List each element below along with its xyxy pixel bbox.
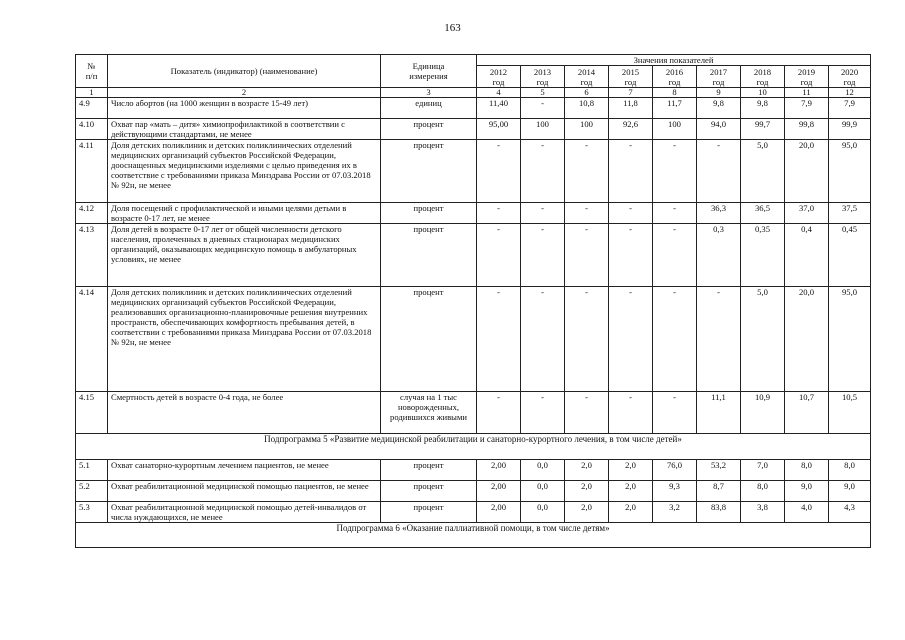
- column-index: 10: [741, 88, 785, 98]
- value-cell: 4,3: [829, 502, 871, 523]
- value-cell: -: [609, 224, 653, 287]
- column-index: 8: [653, 88, 697, 98]
- table-row: [76, 481, 871, 502]
- value-cell: 10,7: [785, 392, 829, 434]
- value-cell: 94,0: [697, 119, 741, 140]
- value-cell: -: [609, 140, 653, 203]
- value-cell: 2,0: [609, 460, 653, 481]
- header-unit: Единица измерения: [381, 55, 477, 88]
- value-cell: 8,0: [829, 460, 871, 481]
- value-cell: 0,3: [697, 224, 741, 287]
- indicator-name: Охват санаторно-курортным лечением пациентов, не менее: [108, 460, 381, 481]
- table-row: [76, 140, 871, 203]
- year-label: 2012: [489, 66, 508, 77]
- value-cell: 0,4: [785, 224, 829, 287]
- value-cell: 7,0: [741, 460, 785, 481]
- value-cell: -: [565, 224, 609, 287]
- value-cell: 9,8: [741, 98, 785, 119]
- header-num: № п/п: [76, 55, 108, 88]
- unit: процент: [381, 481, 477, 502]
- value-cell: 2,00: [477, 481, 521, 502]
- table-row: [76, 287, 871, 392]
- value-cell: 10,5: [829, 392, 871, 434]
- year-suffix: год: [712, 76, 725, 87]
- year-label: 2020: [840, 66, 859, 77]
- row-number: 5.1: [76, 460, 108, 481]
- indicator-name: Доля детских поликлиник и детских поликлинических отделений медицинских организаций субъектов Российской Федерации, дооснащенных медицинскими изделиями с целью приведения их в соответствие с требованиями приказа Минздрава России от 07.03.2018 № 92н, не менее: [108, 140, 381, 203]
- value-cell: 2,0: [609, 481, 653, 502]
- column-index: 4: [477, 88, 521, 98]
- value-cell: 0,0: [521, 460, 565, 481]
- unit: процент: [381, 502, 477, 523]
- value-cell: 0,45: [829, 224, 871, 287]
- value-cell: -: [653, 224, 697, 287]
- value-cell: 95,0: [829, 140, 871, 203]
- unit: единиц: [381, 98, 477, 119]
- value-cell: 2,00: [477, 460, 521, 481]
- value-cell: 99,9: [829, 119, 871, 140]
- year-label: 2014: [577, 66, 596, 77]
- year-suffix: год: [624, 76, 637, 87]
- column-index: 3: [381, 88, 477, 98]
- value-cell: 83,8: [697, 502, 741, 523]
- value-cell: 9,0: [829, 481, 871, 502]
- value-cell: -: [521, 392, 565, 434]
- year-header: [741, 66, 785, 88]
- year-suffix: год: [843, 76, 856, 87]
- unit: процент: [381, 224, 477, 287]
- value-cell: 92,6: [609, 119, 653, 140]
- year-label: 2019: [797, 66, 816, 77]
- value-cell: 9,0: [785, 481, 829, 502]
- row-number: 4.13: [76, 224, 108, 287]
- year-label: 2015: [621, 66, 640, 77]
- value-cell: 0,0: [521, 502, 565, 523]
- value-cell: 4,0: [785, 502, 829, 523]
- value-cell: 3,8: [741, 502, 785, 523]
- table-row: [76, 460, 871, 481]
- header-values: Значения показателей: [477, 55, 871, 66]
- year-suffix: год: [580, 76, 593, 87]
- subprogram-title: Подпрограмма 6 «Оказание паллиативной помощи, в том числе детям»: [76, 523, 871, 548]
- value-cell: -: [565, 392, 609, 434]
- value-cell: -: [477, 392, 521, 434]
- indicator-name: Доля детских поликлиник и детских поликлинических отделений медицинских организаций субъектов Российской Федерации, реализовавших организационно-планировочные решения внутренних пространств, обеспечивающих комфортность пребывания детей, в соответствии с требованиями приказа Минздрава России от 07.03.2018 № 92н, не менее: [108, 287, 381, 392]
- year-header: [565, 66, 609, 88]
- indicator-name: Число абортов (на 1000 женщин в возрасте 15-49 лет): [108, 98, 381, 119]
- value-cell: -: [653, 287, 697, 392]
- indicator-name: Доля детей в возрасте 0-17 лет от общей численности детского населения, пролеченных в дневных стационарах медицинских организаций, оказывающих медицинскую помощь в амбулаторных условиях, не менее: [108, 224, 381, 287]
- value-cell: 36,3: [697, 203, 741, 224]
- value-cell: 99,7: [741, 119, 785, 140]
- value-cell: -: [653, 392, 697, 434]
- year-header: [653, 66, 697, 88]
- year-suffix: год: [492, 76, 505, 87]
- year-label: 2018: [753, 66, 772, 77]
- value-cell: 9,3: [653, 481, 697, 502]
- table-row: [76, 119, 871, 140]
- indicator-name: Охват реабилитационной медицинской помощью детей-инвалидов от числа нуждающихся, не менее: [108, 502, 381, 523]
- value-cell: 11,7: [653, 98, 697, 119]
- subprogram-row: [76, 523, 871, 548]
- value-cell: -: [521, 140, 565, 203]
- value-cell: 2,0: [565, 460, 609, 481]
- value-cell: 99,8: [785, 119, 829, 140]
- value-cell: -: [521, 203, 565, 224]
- subprogram-title: Подпрограмма 5 «Развитие медицинской реабилитации и санаторно-курортного лечения, в том числе детей»: [76, 434, 871, 460]
- year-header: [697, 66, 741, 88]
- value-cell: -: [521, 287, 565, 392]
- unit: процент: [381, 287, 477, 392]
- value-cell: 2,00: [477, 502, 521, 523]
- row-number: 5.3: [76, 502, 108, 523]
- indicator-name: Охват пар «мать – дитя» химиопрофилактикой в соответствии с действующими стандартами, не менее: [108, 119, 381, 140]
- unit: процент: [381, 203, 477, 224]
- indicators-table: [75, 54, 871, 548]
- row-number: 4.14: [76, 287, 108, 392]
- year-label: 2013: [533, 66, 552, 77]
- value-cell: -: [565, 140, 609, 203]
- row-number: 4.12: [76, 203, 108, 224]
- table-row: [76, 98, 871, 119]
- column-index: 9: [697, 88, 741, 98]
- value-cell: 95,0: [829, 287, 871, 392]
- value-cell: -: [477, 224, 521, 287]
- value-cell: 8,0: [741, 481, 785, 502]
- year-header: [785, 66, 829, 88]
- row-number: 4.11: [76, 140, 108, 203]
- column-index: 12: [829, 88, 871, 98]
- year-header: [521, 66, 565, 88]
- value-cell: -: [477, 287, 521, 392]
- value-cell: 8,7: [697, 481, 741, 502]
- value-cell: 100: [565, 119, 609, 140]
- value-cell: -: [653, 203, 697, 224]
- value-cell: 3,2: [653, 502, 697, 523]
- value-cell: 100: [653, 119, 697, 140]
- value-cell: 76,0: [653, 460, 697, 481]
- value-cell: 100: [521, 119, 565, 140]
- value-cell: -: [653, 140, 697, 203]
- year-label: 2016: [665, 66, 684, 77]
- column-index: 2: [108, 88, 381, 98]
- value-cell: 9,8: [697, 98, 741, 119]
- row-number: 4.15: [76, 392, 108, 434]
- value-cell: -: [697, 140, 741, 203]
- value-cell: -: [477, 140, 521, 203]
- value-cell: 37,0: [785, 203, 829, 224]
- table-row: [76, 502, 871, 523]
- year-suffix: год: [756, 76, 769, 87]
- unit: процент: [381, 119, 477, 140]
- table-row: [76, 392, 871, 434]
- value-cell: -: [477, 203, 521, 224]
- table-row: [76, 224, 871, 287]
- unit: случая на 1 тыс новорожденных, родившихся живыми: [381, 392, 477, 434]
- year-label: 2017: [709, 66, 728, 77]
- page-number: 163: [444, 22, 461, 34]
- value-cell: 2,0: [565, 502, 609, 523]
- value-cell: -: [565, 203, 609, 224]
- value-cell: 37,5: [829, 203, 871, 224]
- value-cell: 11,1: [697, 392, 741, 434]
- value-cell: -: [521, 98, 565, 119]
- value-cell: 2,0: [565, 481, 609, 502]
- value-cell: 5,0: [741, 140, 785, 203]
- value-cell: -: [609, 392, 653, 434]
- year-suffix: год: [800, 76, 813, 87]
- value-cell: 20,0: [785, 287, 829, 392]
- value-cell: 36,5: [741, 203, 785, 224]
- indicator-name: Охват реабилитационной медицинской помощью пациентов, не менее: [108, 481, 381, 502]
- value-cell: 53,2: [697, 460, 741, 481]
- value-cell: 95,00: [477, 119, 521, 140]
- value-cell: 2,0: [609, 502, 653, 523]
- column-index: 11: [785, 88, 829, 98]
- value-cell: 10,9: [741, 392, 785, 434]
- value-cell: -: [609, 287, 653, 392]
- row-number: 4.9: [76, 98, 108, 119]
- subprogram-row: [76, 434, 871, 460]
- value-cell: -: [697, 287, 741, 392]
- value-cell: -: [521, 224, 565, 287]
- column-index: 6: [565, 88, 609, 98]
- header-indicator: Показатель (индикатор) (наименование): [108, 55, 381, 88]
- value-cell: 11,8: [609, 98, 653, 119]
- column-index: 7: [609, 88, 653, 98]
- value-cell: 7,9: [785, 98, 829, 119]
- value-cell: 20,0: [785, 140, 829, 203]
- indicator-name: Доля посещений с профилактической и иными целями детьми в возрасте 0-17 лет, не менее: [108, 203, 381, 224]
- value-cell: -: [565, 287, 609, 392]
- table-row: [76, 203, 871, 224]
- year-header: [829, 66, 871, 88]
- value-cell: 5,0: [741, 287, 785, 392]
- indicator-name: Смертность детей в возрасте 0-4 года, не более: [108, 392, 381, 434]
- value-cell: -: [609, 203, 653, 224]
- year-header: [477, 66, 521, 88]
- value-cell: 0,35: [741, 224, 785, 287]
- year-suffix: год: [536, 76, 549, 87]
- unit: процент: [381, 140, 477, 203]
- column-index: 1: [76, 88, 108, 98]
- unit: процент: [381, 460, 477, 481]
- value-cell: 0,0: [521, 481, 565, 502]
- value-cell: 8,0: [785, 460, 829, 481]
- row-number: 4.10: [76, 119, 108, 140]
- value-cell: 11,40: [477, 98, 521, 119]
- year-header: [609, 66, 653, 88]
- row-number: 5.2: [76, 481, 108, 502]
- year-suffix: год: [668, 76, 681, 87]
- value-cell: 7,9: [829, 98, 871, 119]
- value-cell: 10,8: [565, 98, 609, 119]
- column-index: 5: [521, 88, 565, 98]
